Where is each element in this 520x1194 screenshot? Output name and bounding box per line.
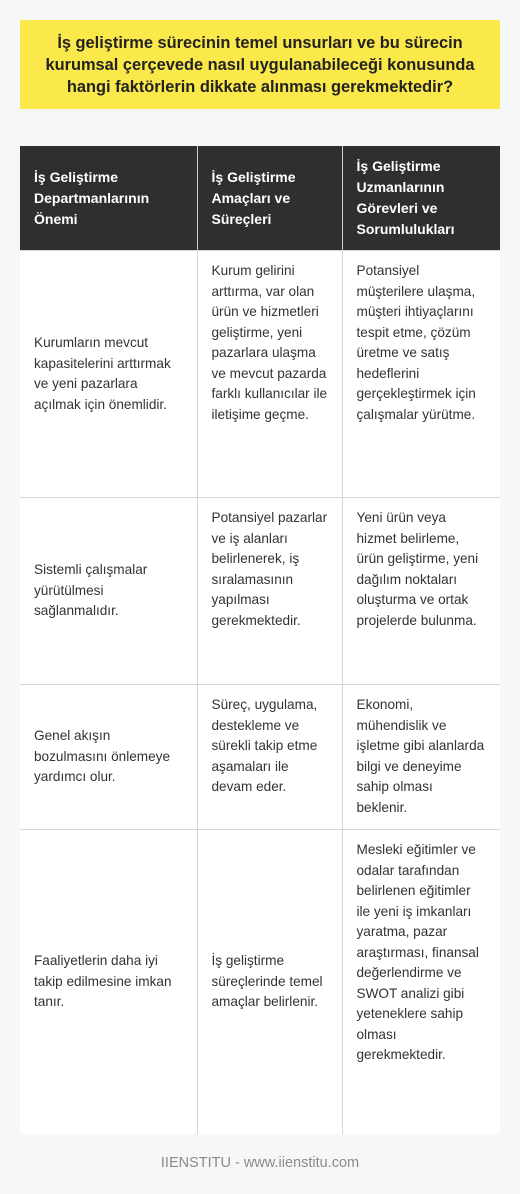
table-header-cell: İş Geliştirme Amaçları ve Süreçleri [197,146,342,251]
table-row [20,830,500,1134]
table-row [20,685,500,830]
table-header-cell: İş Geliştirme Departmanlarının Önemi [20,146,197,251]
table-row [20,251,500,498]
table-row [20,498,500,685]
table-cell: Potansiyel müşterilere ulaşma, müşteri ihtiyaçlarını tespit etme, çözüm üretme ve satış hedeflerini gerçekleştirmek için çalışmalar yürütme. [342,251,500,498]
table-cell: Potansiyel pazarlar ve iş alanları belirlenerek, iş sıralamasının yapılması gerekmektedir. [197,498,342,685]
table-cell: Kurumların mevcut kapasitelerini arttırmak ve yeni pazarlara açılmak için önemlidir. [20,251,197,498]
table-cell: Ekonomi, mühendislik ve işletme gibi alanlarda bilgi ve deneyime sahip olması beklenir. [342,685,500,830]
table-cell: Süreç, uygulama, destekleme ve sürekli takip etme aşamaları ile devam eder. [197,685,342,830]
table-cell: Sistemli çalışmalar yürütülmesi sağlanmalıdır. [20,498,197,685]
page-title: İş geliştirme sürecinin temel unsurları ve bu sürecin kurumsal çerçevede nasıl uygulanabileceği konusunda hangi faktörlerin dikkate alınması gerekmektedir? [45,33,475,96]
footer-credit: IIENSTITU - www.iienstitu.com [160,1155,360,1171]
table-cell: Genel akışın bozulmasını önlemeye yardımcı olur. [20,685,197,830]
table-cell: Mesleki eğitimler ve odalar tarafından belirlenen eğitimler ile yeni iş imkanları yaratma, pazar araştırması, finansal değerlendirme ve SWOT analizi gibi yeteneklere sahip olması gerekmektedir. [342,830,500,1134]
table-cell: Yeni ürün veya hizmet belirleme, ürün geliştirme, yeni dağılım noktaları oluşturma ve ortak projelerde bulunma. [342,498,500,685]
comparison-table [20,146,500,1134]
table-cell: Kurum gelirini arttırma, var olan ürün ve hizmetleri geliştirme, yeni pazarlara ulaşma ve mevcut pazarda farklı kullanıcılar ile iletişime geçme. [197,251,342,498]
table-cell: Faaliyetlerin daha iyi takip edilmesine imkan tanır. [20,830,197,1134]
table-cell: İş geliştirme süreçlerinde temel amaçlar belirlenir. [197,830,342,1134]
title-banner [20,20,500,109]
table-header-row [20,146,500,251]
table-header-cell: İş Geliştirme Uzmanlarının Görevleri ve Sorumlulukları [342,146,500,251]
